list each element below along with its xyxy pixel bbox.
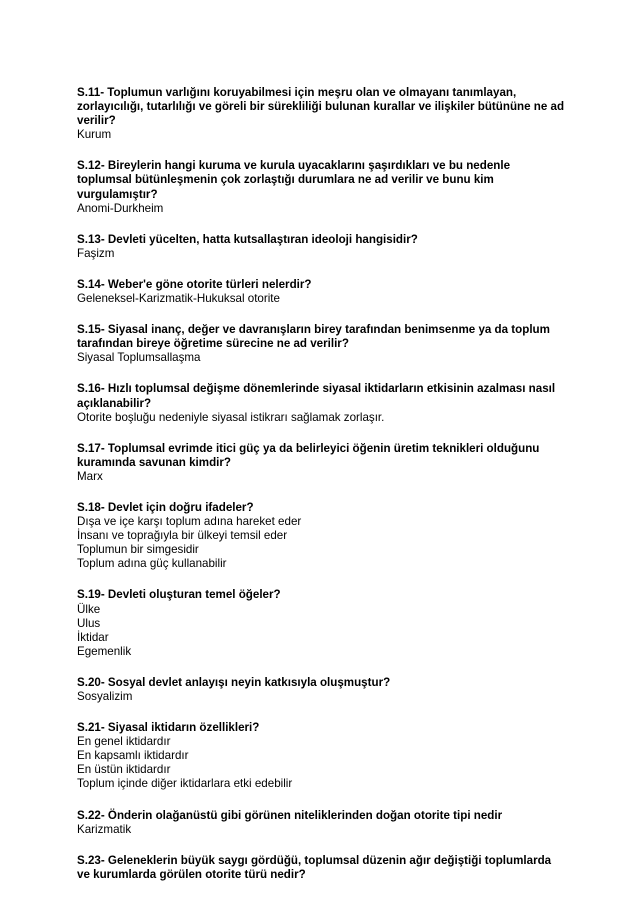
answer-text: Ülke: [77, 602, 101, 616]
question-text: S.15- Siyasal inanç, değer ve davranışların birey tarafından benimsenme ya da toplum tarafından bireye öğretime sürecine ne ad verilir?: [77, 323, 550, 351]
answer-text: Karizmatik: [77, 822, 132, 836]
qa-block: [77, 382, 567, 424]
document-page: [77, 86, 567, 899]
answer-text: Otorite boşluğu nedeniyle siyasal istikrarı sağlamak zorlaşır.: [77, 410, 385, 424]
question-text: S.11- Toplumun varlığını koruyabilmesi için meşru olan ve olmayanı tanımlayan, zorlayıcılığı, tutarlılığı ve göreli bir sürekliliği bulunan kurallar ve ilişkiler bütününe ne ad verilir?: [77, 86, 565, 128]
answer-text: Toplum adına güç kullanabilir: [77, 557, 227, 571]
answer-text: Kurum: [77, 128, 112, 142]
answer-text: Siyasal Toplumsallaşma: [77, 351, 201, 365]
question-text: S.16- Hızlı toplumsal değişme dönemlerinde siyasal iktidarların etkisinin azalması nasıl açıklanabilir?: [77, 382, 556, 410]
question-text: S.14- Weber'e göne otorite türleri nelerdir?: [77, 277, 312, 291]
qa-block: [77, 854, 567, 882]
answer-text: Toplum içinde diğer iktidarlara etki edebilir: [77, 777, 293, 791]
qa-block: [77, 233, 567, 261]
question-text: S.20- Sosyal devlet anlayışı neyin katkısıyla oluşmuştur?: [77, 675, 391, 689]
qa-block: [77, 676, 567, 704]
question-text: S.21- Siyasal iktidarın özellikleri?: [77, 721, 260, 735]
question-text: S.13- Devleti yücelten, hatta kutsallaştıran ideoloji hangisidir?: [77, 232, 418, 246]
question-text: S.19- Devleti oluşturan temel öğeler?: [77, 588, 281, 602]
answer-text: Sosyalizim: [77, 690, 133, 703]
answer-text: İktidar: [77, 630, 109, 644]
answer-text: Ulus: [77, 616, 101, 630]
qa-block: [77, 86, 567, 142]
qa-block: [77, 588, 567, 658]
question-text: S.22- Önderin olağanüstü gibi görünen niteliklerinden doğan otorite tipi nedir: [77, 808, 503, 822]
qa-block: [77, 721, 567, 791]
answer-text: Egemenlik: [77, 644, 132, 658]
answer-text: En genel iktidardır: [77, 735, 171, 749]
answer-text: İnsanı ve toprağıyla bir ülkeyi temsil eder: [77, 529, 288, 543]
question-text: S.12- Bireylerin hangi kuruma ve kurula uyacaklarını şaşırdıkları ve bu nedenle toplumsal bütünleşmenin çok zorlaştığı durumlara ne ad verilir ve bunu kim vurgulamıştır?: [77, 159, 511, 201]
answer-text: Faşizm: [77, 246, 115, 260]
qa-block: [77, 501, 567, 571]
qa-block: [77, 809, 567, 837]
answer-text: Geleneksel-Karizmatik-Hukuksal otorite: [77, 292, 280, 306]
answer-text: Anomi-Durkheim: [77, 201, 164, 215]
answer-text: Toplumun bir simgesidir: [77, 543, 199, 557]
question-text: S.18- Devlet için doğru ifadeler?: [77, 500, 254, 514]
answer-text: Dışa ve içe karşı toplum adına hareket eder: [77, 515, 302, 529]
qa-block: [77, 323, 567, 365]
qa-block: [77, 278, 567, 306]
question-text: S.17- Toplumsal evrimde itici güç ya da belirleyici öğenin üretim teknikleri olduğunu kuramında savunan kimdir?: [77, 441, 540, 469]
answer-text: En üstün iktidardır: [77, 763, 171, 777]
answer-text: Marx: [77, 469, 103, 483]
qa-block: [77, 159, 567, 215]
question-text: S.23- Geleneklerin büyük saygı gördüğü, toplumsal düzenin ağır değiştiği toplumlarda ve kurumlarda görülen otorite türü nedir?: [77, 853, 552, 881]
qa-block: [77, 442, 567, 484]
answer-text: En kapsamlı iktidardır: [77, 749, 189, 763]
